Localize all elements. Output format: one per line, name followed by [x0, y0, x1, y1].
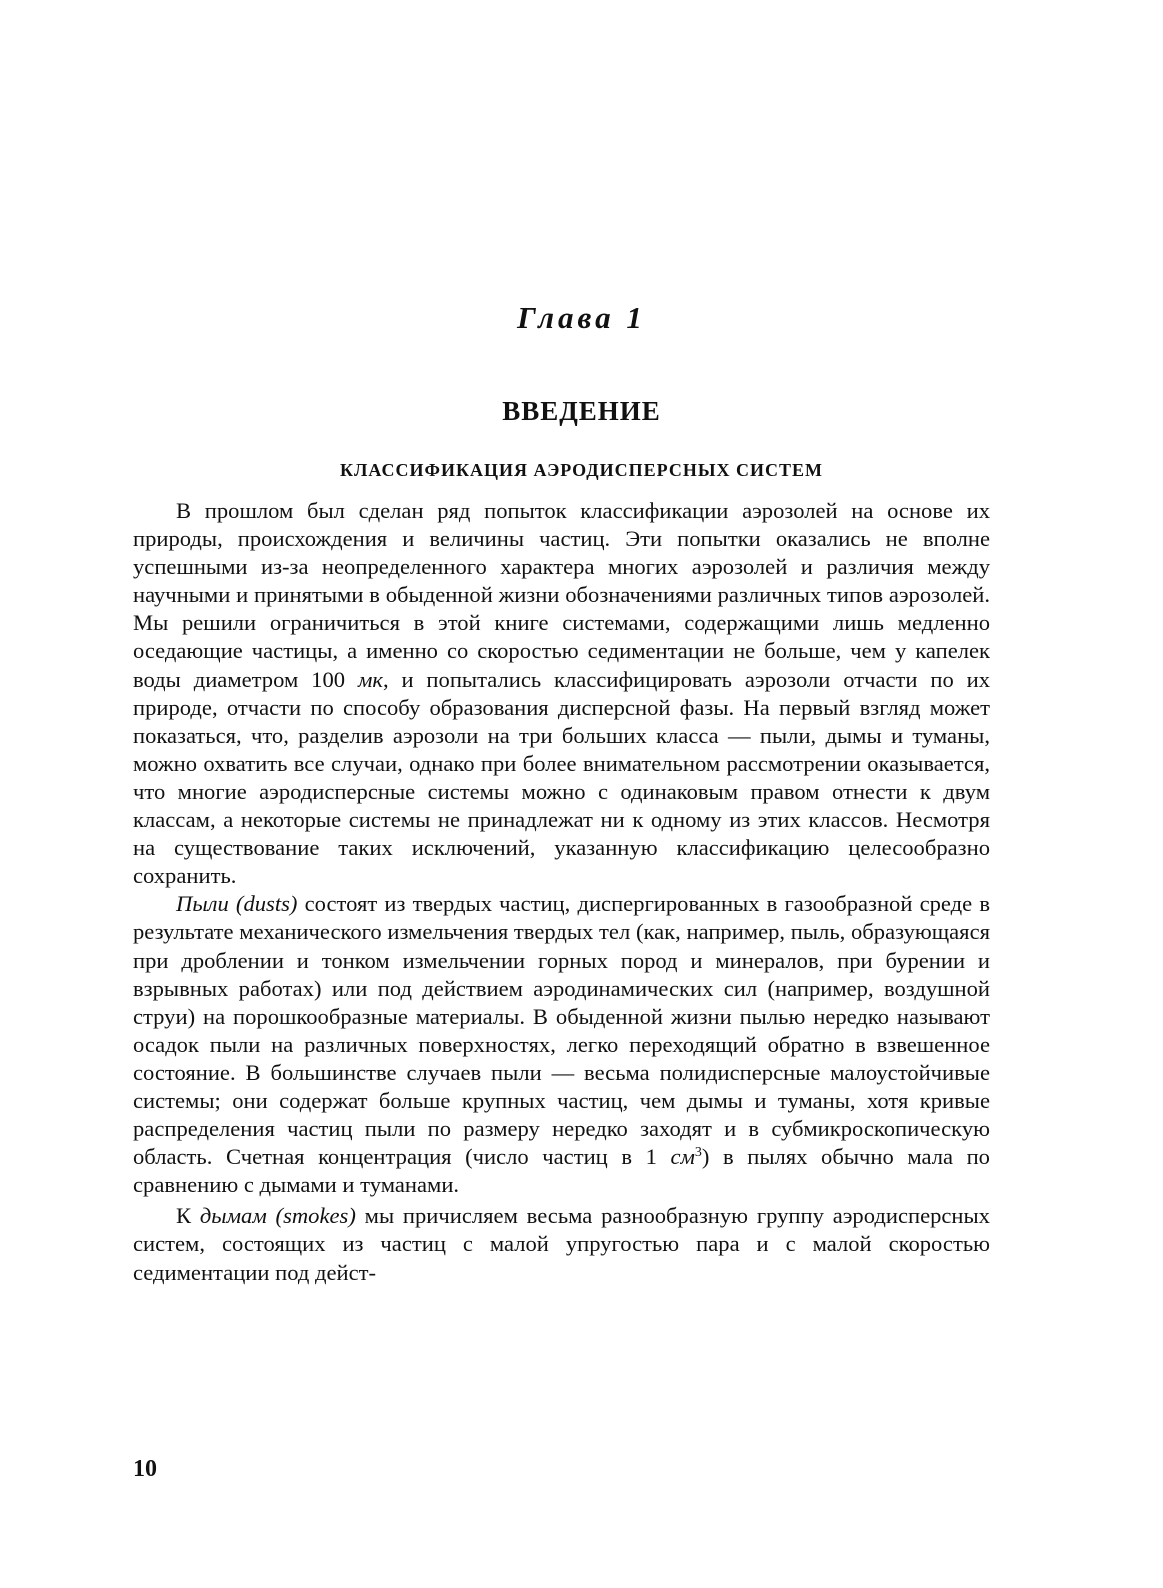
- body-text: [133, 497, 990, 1287]
- paragraph-dusts: [133, 890, 990, 1199]
- term-smokes: дымам (smokes): [199, 1203, 356, 1229]
- unit-microns: мк: [357, 666, 383, 692]
- term-dusts: Пыли (dusts): [176, 891, 298, 917]
- chapter-title: ВВЕДЕНИЕ: [502, 396, 661, 426]
- paragraph-text: В прошлом был сделан ряд попыток классификации аэрозолей на основе их природы, происхождения и величины частиц. Эти попытки оказались не вполне успешными из-за неопределенного характера многих аэрозолей и различия между научными и принятыми в обыденной жизни обозначениями различных типов аэрозолей. Мы решили ограничиться в этой книге системами, содержащими лишь медленно оседающие частицы, а именно со скоростью седиментации не больше, чем у капелек воды диаметром 100: [133, 498, 990, 692]
- paragraph-text: К: [176, 1203, 200, 1229]
- paragraph-text: ) в пылях обычно мала по сравнению с дымами и туманами.: [133, 1144, 990, 1198]
- unit-cm: см: [670, 1144, 695, 1170]
- section-title: КЛАССИФИКАЦИЯ АЭРОДИСПЕРСНЫХ СИСТЕМ: [339, 460, 824, 480]
- superscript-3: 3: [694, 1145, 702, 1161]
- page-number: 10: [133, 1456, 157, 1482]
- paragraph-smokes: [133, 1202, 990, 1286]
- paragraph-text: мы причисляем весьма разнообразную группу аэродисперсных систем, состоящих из частиц с малой упругостью пара и с малой скоростью седиментации под дейст-: [133, 1203, 990, 1285]
- paragraph-text: состоят из твердых частиц, диспергированных в газообразной среде в результате механического измельчения твердых тел (как, например, пыль, образующаяся при дроблении и тонком измельчении горных пород и минералов, при бурении и взрывных работах) или под действием аэродинамических сил (например, воздушной струи) на порошкообразные материалы. В обыденной жизни пылью нередко называют осадок пыли на различных поверхностях, легко переходящий обратно в взвешенное состояние. В большинстве случаев пыли — весьма полидисперсные малоустойчивые системы; они содержат больше крупных частиц, чем дымы и туманы, хотя кривые распределения частиц пыли по размеру нередко заходят и в субмикроскопическую область. Счетная концентрация (число частиц в 1: [133, 891, 991, 1170]
- paragraph-classification-intro: [133, 497, 990, 890]
- chapter-label: Глава 1: [517, 300, 646, 335]
- paragraph-text: , и попытались классифицировать аэрозоли отчасти по их природе, отчасти по способу образования дисперсной фазы. На первый взгляд может показаться, что, разделив аэрозоли на три больших класса — пыли, дымы и туманы, можно охватить все случаи, однако при более внимательном рассмотрении оказывается, что многие аэродисперсные системы можно с одинаковым правом отнести к двум классам, а некоторые системы не принадлежат ни к одному из этих классов. Несмотря на существование таких исключений, указанную классификацию целесообразно сохранить.: [133, 666, 991, 889]
